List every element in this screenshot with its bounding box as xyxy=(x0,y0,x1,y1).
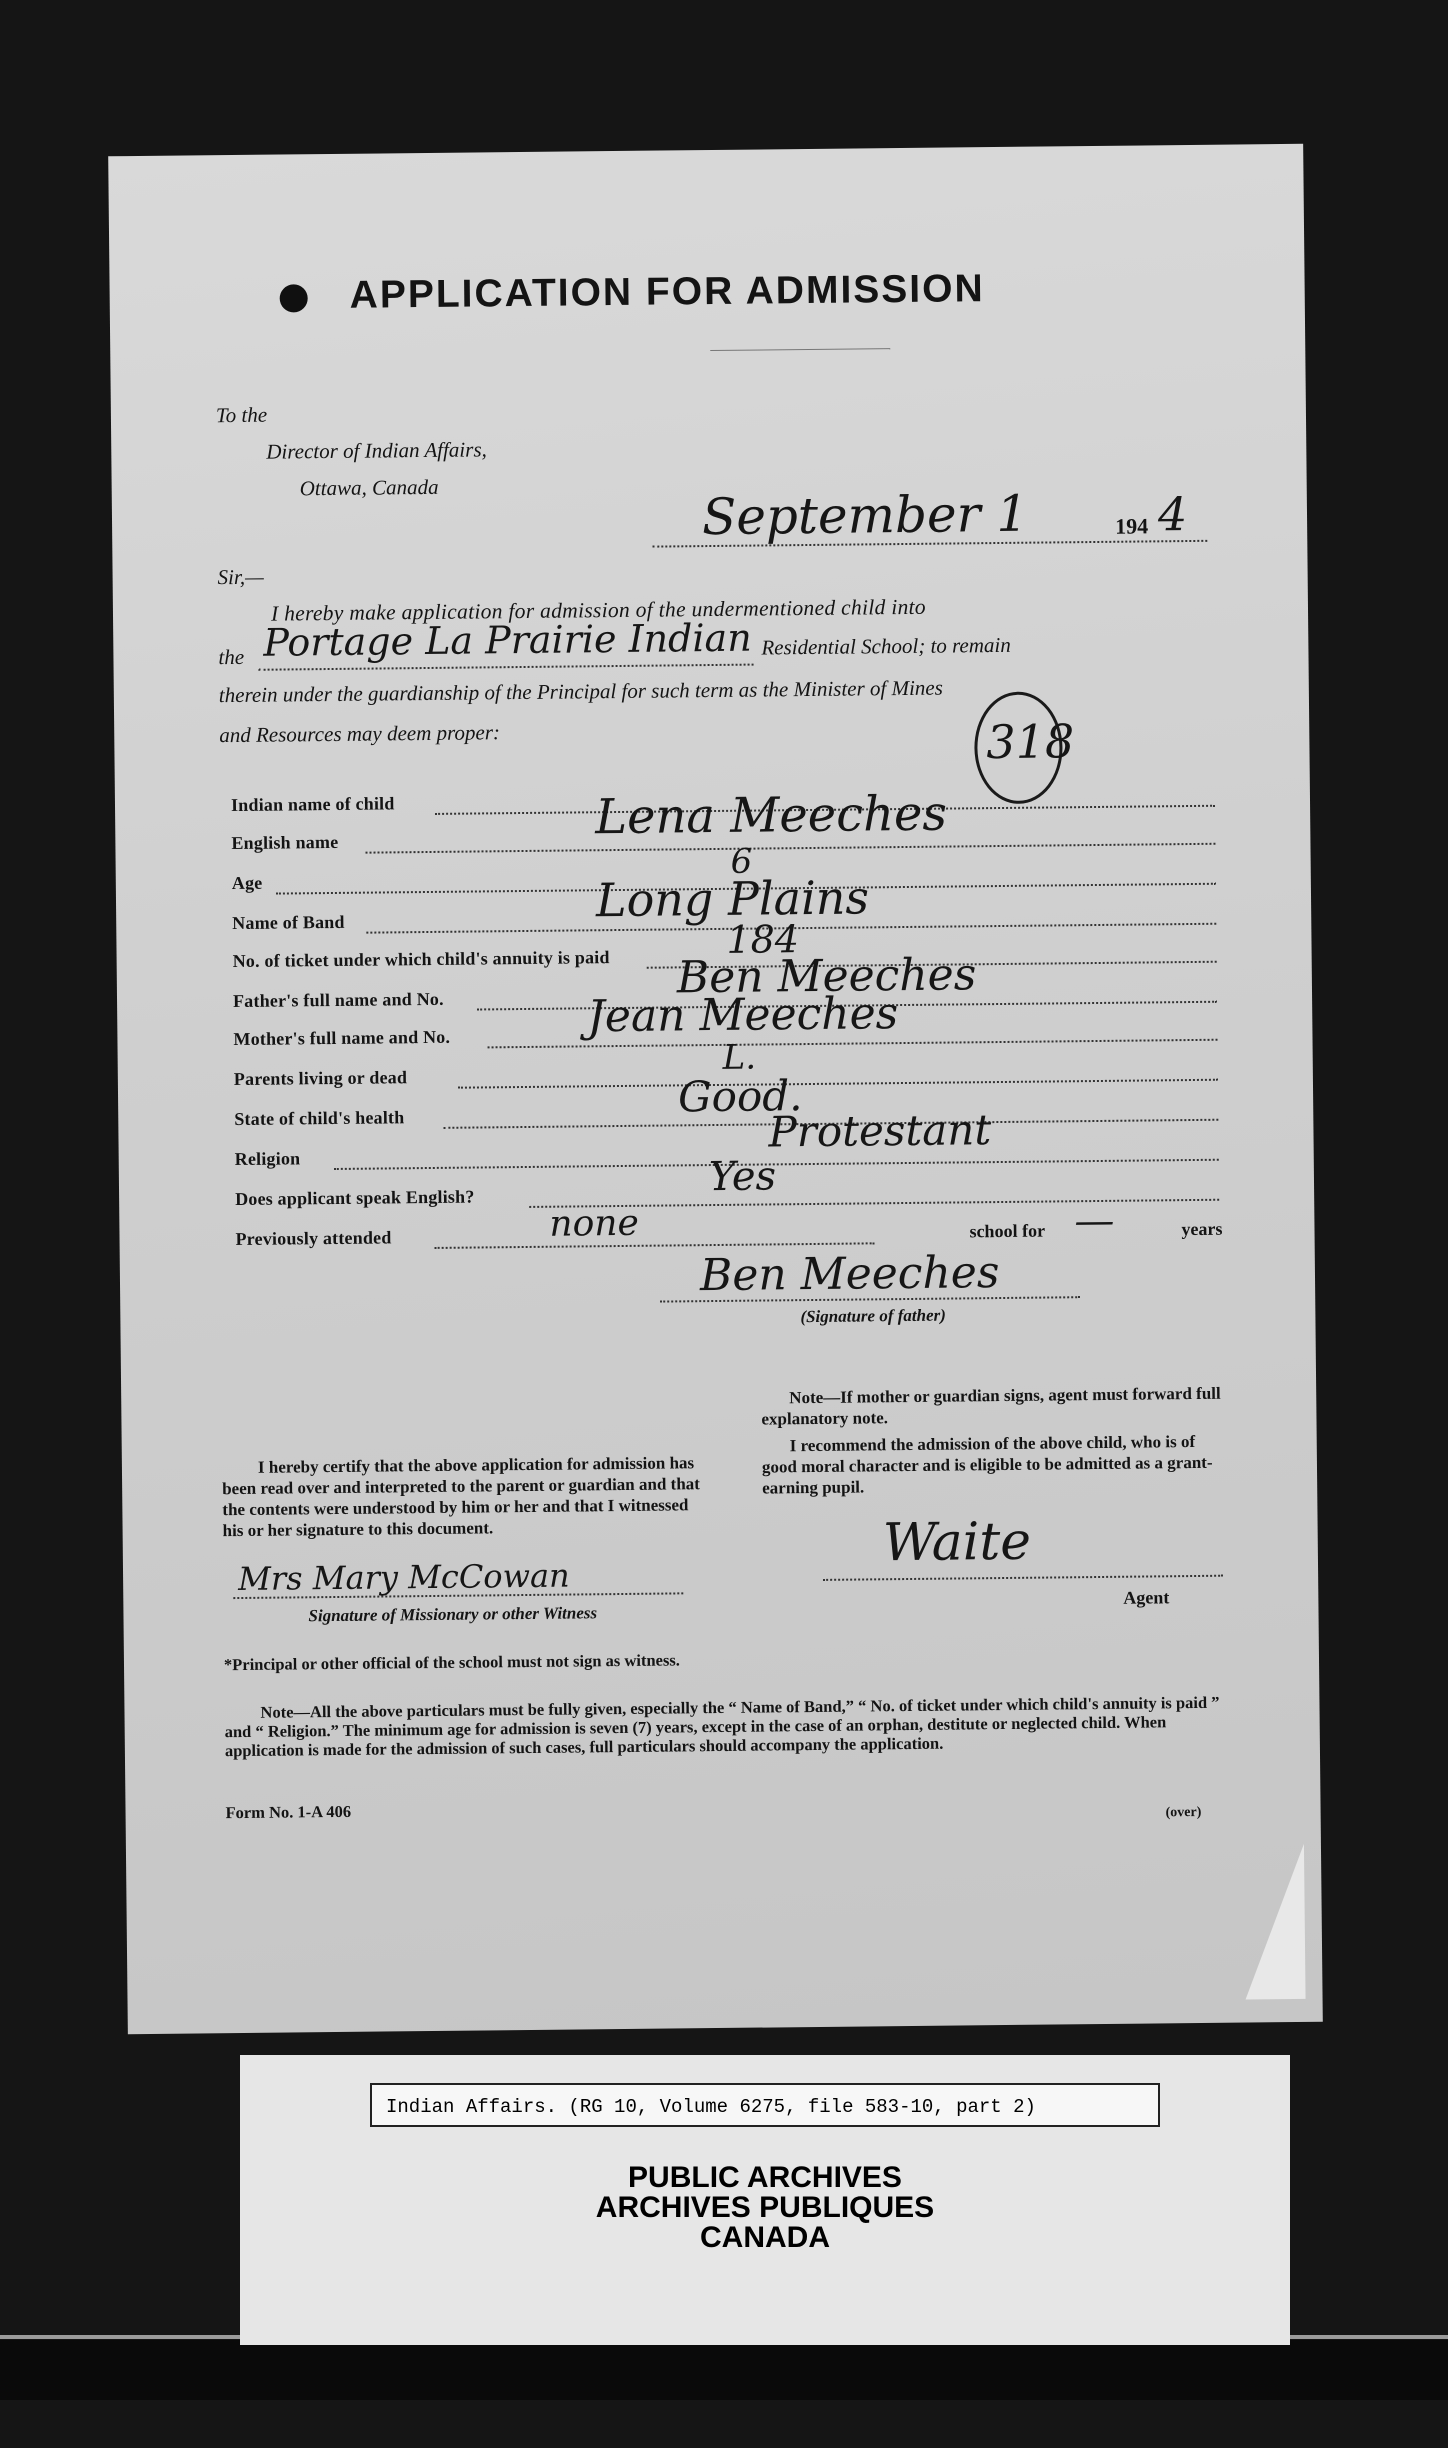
field-label-ticket: No. of ticket under which child's annuity is paid xyxy=(232,947,610,972)
over-label: (over) xyxy=(1165,1804,1202,1821)
film-band xyxy=(0,2340,1448,2400)
body-line-3: therein under the guardianship of the Principal for such term as the Minister of Mines xyxy=(218,675,943,708)
field-value-band: Long Plains xyxy=(595,870,870,928)
title-rule xyxy=(710,348,890,351)
body-line-2-prefix: the xyxy=(218,644,245,670)
archive-line-3: CANADA xyxy=(700,2221,830,2254)
previously-attended-line xyxy=(435,1242,875,1249)
field-value-ticket: 184 xyxy=(726,917,800,962)
archive-reference: Indian Affairs. (RG 10, Volume 6275, file 583-10, part 2) xyxy=(370,2083,1160,2127)
archive-name-block xyxy=(240,2163,1290,2253)
form-number: Form No. 1-A 406 xyxy=(225,1801,352,1823)
field-line-parents xyxy=(458,1079,1218,1089)
field-value-father: Ben Meeches xyxy=(676,949,977,1004)
year-handwritten: 4 xyxy=(1157,487,1188,542)
field-value-mother: Jean Meeches xyxy=(586,988,899,1043)
previously-attended-label: Previously attended xyxy=(235,1227,392,1250)
file-number: 318 xyxy=(986,714,1075,770)
form-title: APPLICATION FOR ADMISSION xyxy=(349,267,985,317)
bullet-icon xyxy=(280,284,308,312)
agent-label: Agent xyxy=(1123,1587,1170,1608)
recommend-text: I recommend the admission of the above child, who is of good moral character and is eligible to be admitted as a grant-earning pupil. xyxy=(761,1431,1213,1498)
field-line-religion xyxy=(334,1159,1219,1170)
addressee-name: Director of Indian Affairs, xyxy=(266,437,487,464)
years-value: — xyxy=(1074,1197,1115,1245)
archive-line-1: PUBLIC ARCHIVES xyxy=(628,2161,902,2194)
field-label-band: Name of Band xyxy=(232,911,345,934)
addressee-to: To the xyxy=(215,402,268,428)
school-for-label: school for xyxy=(969,1220,1046,1242)
field-value-parents: L. xyxy=(722,1037,757,1078)
witness-caption: Signature of Missionary or other Witness xyxy=(308,1603,598,1626)
years-label: years xyxy=(1181,1218,1223,1240)
field-label-parents: Parents living or dead xyxy=(233,1067,408,1090)
field-label-english-name: English name xyxy=(231,831,339,854)
body-line-4: and Resources may deem proper: xyxy=(219,720,501,748)
agent-signature: Waite xyxy=(882,1511,1032,1574)
field-label-health: State of child's health xyxy=(234,1107,405,1130)
certify-text: I hereby certify that the above application for admission has been read over and interpreted to the parent or guardian and that the contents were understood by him or her and that I witnessed his or her signature to this document. xyxy=(222,1453,700,1541)
agent-signature-line xyxy=(823,1575,1223,1581)
field-value-religion: Protestant xyxy=(768,1105,992,1157)
principal-note: *Principal or other official of the school must not sign as witness. xyxy=(223,1650,680,1675)
note-bottom: Note—All the above particulars must be fully given, especially the “ Name of Band,” “ No. of ticket under which child's annuity is paid ” and “ Religion.” The minimum age for admission is seven (7) years, except in the case of an orphan, destitute or neglected child. When application is made for the admission of such cases, full particulars should accompany the application. xyxy=(224,1692,1220,1761)
note-mother-guardian: Note—If mother or guardian signs, agent must forward full explanatory note. xyxy=(761,1383,1221,1429)
field-label-mother: Mother's full name and No. xyxy=(233,1026,451,1050)
body-line-2-suffix: Residential School; to remain xyxy=(761,632,1011,660)
archive-label xyxy=(240,2055,1290,2345)
witness-signature: Mrs Mary McCowan xyxy=(237,1556,570,1599)
previously-attended-value: none xyxy=(549,1202,639,1245)
field-label-indian-name: Indian name of child xyxy=(230,793,395,816)
salutation: Sir,— xyxy=(217,564,264,590)
field-label-religion: Religion xyxy=(234,1148,301,1170)
archive-line-2: ARCHIVES PUBLIQUES xyxy=(595,2191,935,2224)
field-value-health: Good. xyxy=(677,1071,803,1122)
field-label-father: Father's full name and No. xyxy=(232,988,444,1012)
field-value-english-name: Lena Meeches xyxy=(594,785,948,846)
page-fold xyxy=(1244,1844,1306,2000)
father-signature: Ben Meeches xyxy=(699,1247,1000,1302)
school-name-line xyxy=(259,664,754,671)
field-value-english: Yes xyxy=(708,1153,777,1201)
field-value-age: 6 xyxy=(730,841,753,882)
school-name-handwritten: Portage La Prairie Indian xyxy=(263,615,752,665)
field-label-age: Age xyxy=(231,872,263,894)
application-form xyxy=(108,144,1323,2034)
field-line-english-name xyxy=(365,843,1215,854)
body-line-1: I hereby make application for admission of the undermentioned child into xyxy=(270,594,927,626)
field-label-english: Does applicant speak English? xyxy=(235,1186,475,1210)
year-printed: 194 xyxy=(1114,513,1149,539)
father-signature-caption: (Signature of father) xyxy=(800,1305,946,1327)
date-handwritten: September 1 xyxy=(701,484,1029,547)
addressee-city: Ottawa, Canada xyxy=(299,474,439,501)
